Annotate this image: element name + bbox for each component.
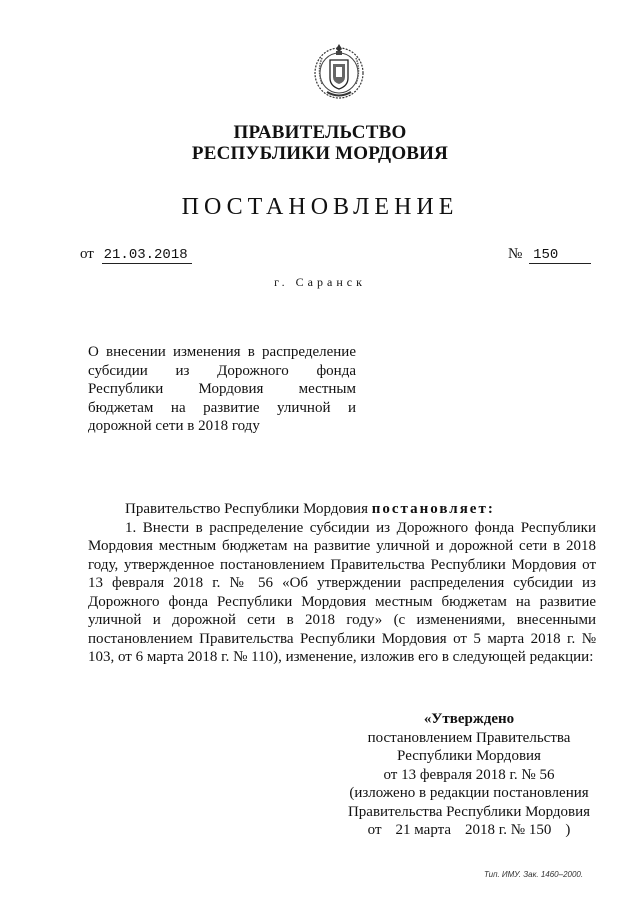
approval-last-number: 150 [528,822,552,838]
approval-line-3: от 13 февраля 2018 г. № 56 [383,766,555,783]
approval-line-2: Республики Мордовия [397,748,541,764]
intro-paragraph [88,500,596,519]
approval-last-year-num: 2018 г. № [465,822,526,838]
government-title-line2: РЕСПУБЛИКИ МОРДОВИЯ [191,143,449,164]
approval-line-1: постановлением Правительства [367,729,571,746]
date-prefix: от [80,246,94,262]
approval-line-4: (изложено в редакции постановления [349,785,589,801]
date-field [80,246,192,264]
approval-block [334,710,604,840]
number-value: 150 [529,247,591,264]
government-title-line1: ПРАВИТЕЛЬСТВО [233,122,407,143]
approval-line-5: Правительства Республики Мордовия [347,803,591,820]
intro-text: Правительство Республики Мордовия [125,501,368,517]
approval-last-line [334,821,604,840]
approval-last-day: 21 [395,822,411,838]
document-subject: О внесении изменения в распределение субсидии из Дорожного фонда Республики Мордовия местным бюджетам на развитие уличной и дорожной сети в 2018 году [88,344,356,434]
approval-head: «Утверждено [423,711,515,727]
number-field [508,246,591,264]
approval-last-prefix: от [367,822,382,838]
date-value: 21.03.2018 [102,247,192,264]
coat-of-arms-icon [311,40,367,102]
approval-last-month: марта [414,822,452,838]
document-type-title: ПОСТАНОВЛЕНИЕ [181,194,459,220]
approval-last-close: ) [565,822,571,838]
city-line: г. Саранск [274,275,366,289]
paragraph-1: 1. Внести в распределение субсидии из Дорожного фонда Республики Мордовия местным бюджетам на развитие уличной и дорожной сети в 2018 году, утвержденное постановлением Правительства Республики Мордовия от 13 февраля 2018 г. № 56 «Об утверждении распределения субсидии из Дорожного фонда Республики Мордовия местным бюджетам на развитие уличной и дорожной сети в 2018 году» (с изменениями, внесенными постановлением Правительства Республики Мордовия от 5 марта 2018 г. № 103, от 6 марта 2018 г. № 110), изменение, изложив его в следующей редакции: [88,519,596,665]
intro-verb: постановляет: [371,501,495,517]
document-body [88,500,596,667]
print-mark: Тип. ИМУ. Зак. 1460–2000. [484,870,584,879]
number-prefix: № [508,246,523,262]
